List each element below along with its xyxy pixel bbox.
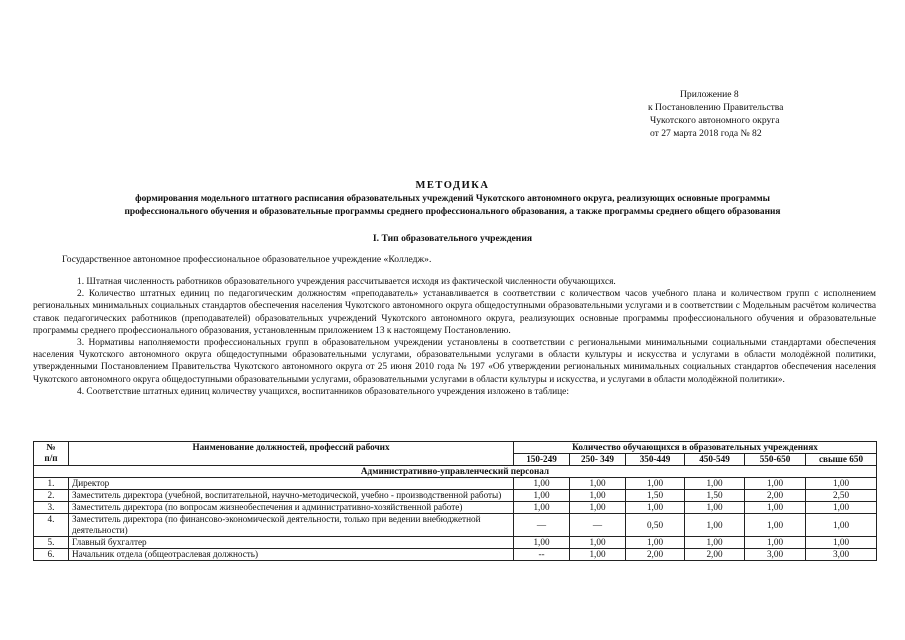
- staffing-table: [33, 441, 877, 561]
- row-value: 1,00: [806, 478, 877, 490]
- header-range: 550-650: [745, 454, 806, 466]
- row-number: 2.: [34, 490, 69, 502]
- row-value: 1,00: [685, 478, 745, 490]
- table-row: [34, 490, 877, 502]
- row-value: 1,00: [745, 537, 806, 549]
- row-value: 1,00: [685, 514, 745, 537]
- header-range: 350-449: [626, 454, 685, 466]
- row-value: 3,00: [745, 549, 806, 561]
- row-position-name: Директор: [69, 478, 514, 490]
- row-position-name: Начальник отдела (общеотраслевая должность): [69, 549, 514, 561]
- row-value: --: [514, 549, 570, 561]
- paragraph: 2. Количество штатных единиц по педагогическим должностям «преподаватель» устанавливается в соответствии с количеством часов учебного плана и количеством групп с исполнением региональных минимальных социальных стандартов обеспечения населения Чукотского автономного округа общедоступными образовательными услугами и в соответствии с Модельным расчётом количества ставок педагогических работников (преподавателей) образовательных учреждений Чукотского автономного округа, реализующих основные программы профессионального обучения и образовательные программы среднего профессионального образования, установленным приложением 13 к настоящему Постановлению.: [33, 289, 876, 336]
- row-value: 1,00: [570, 490, 626, 502]
- row-value: 1,00: [514, 490, 570, 502]
- document-subtitle: [30, 193, 875, 219]
- header-number-line: п/п: [44, 453, 58, 463]
- row-value: 1,00: [514, 478, 570, 490]
- row-value: 1,00: [626, 537, 685, 549]
- header-position-name: Наименование должностей, профессий рабочих: [69, 442, 514, 466]
- header-range: 250- 349: [570, 454, 626, 466]
- appendix-line: Приложение 8: [680, 89, 739, 100]
- subtitle-line: формирования модельного штатного расписания образовательных учреждений Чукотского автономного округа, реализующих основные программы: [135, 194, 770, 204]
- row-value: —: [514, 514, 570, 537]
- paragraph: 4. Соответствие штатных единиц количеству учащихся, воспитанников образовательного учреждения изложено в таблице:: [77, 386, 569, 397]
- row-value: 1,00: [806, 537, 877, 549]
- table-row: [34, 549, 877, 561]
- paragraph: 1. Штатная численность работников образовательного учреждения рассчитывается исходя из фактической численности обучающихся.: [77, 277, 616, 287]
- row-position-name: Заместитель директора (по финансово-экономической деятельности, только при ведении внебюджетной деятельности): [69, 514, 514, 537]
- group-title: Административно-управленческий персонал: [34, 466, 877, 478]
- appendix-line: Чукотского автономного округа: [650, 115, 780, 126]
- row-value: 1,00: [514, 502, 570, 514]
- table-row: [34, 514, 877, 537]
- row-value: 2,50: [806, 490, 877, 502]
- header-range: 150-249: [514, 454, 570, 466]
- row-value: 1,00: [570, 478, 626, 490]
- row-number: 5.: [34, 537, 69, 549]
- row-value: 1,00: [514, 537, 570, 549]
- appendix-line: к Постановлению Правительства: [648, 102, 784, 113]
- row-value: 1,00: [570, 502, 626, 514]
- row-value: 0,50: [626, 514, 685, 537]
- row-number: 4.: [34, 514, 69, 537]
- document-title: МЕТОДИКА: [415, 180, 490, 191]
- row-value: 2,00: [685, 549, 745, 561]
- paragraphs: [33, 276, 876, 398]
- row-value: 1,00: [745, 502, 806, 514]
- header-number: [34, 442, 69, 466]
- row-number: 6.: [34, 549, 69, 561]
- header-range: свыше 650: [806, 454, 877, 466]
- row-value: 1,00: [626, 502, 685, 514]
- row-value: 1,00: [685, 502, 745, 514]
- row-value: 1,00: [570, 549, 626, 561]
- row-value: 1,00: [745, 478, 806, 490]
- row-number: 1.: [34, 478, 69, 490]
- row-value: 2,00: [626, 549, 685, 561]
- row-value: 1,00: [806, 514, 877, 537]
- section-title: I. Тип образовательного учреждения: [372, 233, 533, 244]
- subtitle-line: профессионального обучения и образовательные программы среднего профессионального образования, а также программы среднего общего образования: [124, 207, 781, 217]
- row-value: 2,00: [745, 490, 806, 502]
- row-value: 1,50: [685, 490, 745, 502]
- row-value: 1,00: [685, 537, 745, 549]
- table-row: [34, 502, 877, 514]
- header-number-line: №: [46, 442, 56, 452]
- row-value: 1,00: [570, 537, 626, 549]
- row-value: 1,50: [626, 490, 685, 502]
- appendix-block: [648, 88, 783, 140]
- row-value: 1,00: [745, 514, 806, 537]
- row-value: 3,00: [806, 549, 877, 561]
- institution-name: Государственное автономное профессиональное образовательное учреждение «Колледж».: [62, 254, 432, 265]
- table-row: [34, 478, 877, 490]
- paragraph: 3. Нормативы наполняемости профессиональных групп в образовательном учреждении установлены в соответствии с региональными минимальными социальными стандартами обеспечения населения Чукотского автономного округа общедоступными образовательными услугами, образовательными услугами в области культуры и искусства и услугами в области молодёжной политики, утвержденными Постановлением Правительства Чукотского автономного округа от 25 июня 2010 года № 197 «Об утверждении региональных минимальных социальных стандартов обеспечения населения Чукотского автономного округа общедоступными образовательными услугами, образовательными услугами в области культуры и искусства, и услугами в области молодёжной политики».: [33, 338, 876, 385]
- appendix-line: от 27 марта 2018 года № 82: [650, 128, 762, 139]
- row-position-name: Заместитель директора (учебной, воспитательной, научно-методической, учебно - производственной работы): [69, 490, 514, 502]
- row-position-name: Главный бухгалтер: [69, 537, 514, 549]
- header-student-count: Количество обучающихся в образовательных учреждениях: [514, 442, 877, 454]
- row-number: 3.: [34, 502, 69, 514]
- table-row: [34, 537, 877, 549]
- header-range: 450-549: [685, 454, 745, 466]
- row-value: 1,00: [806, 502, 877, 514]
- row-position-name: Заместитель директора (по вопросам жизнеобеспечения и административно-хозяйственной работе): [69, 502, 514, 514]
- row-value: —: [570, 514, 626, 537]
- row-value: 1,00: [626, 478, 685, 490]
